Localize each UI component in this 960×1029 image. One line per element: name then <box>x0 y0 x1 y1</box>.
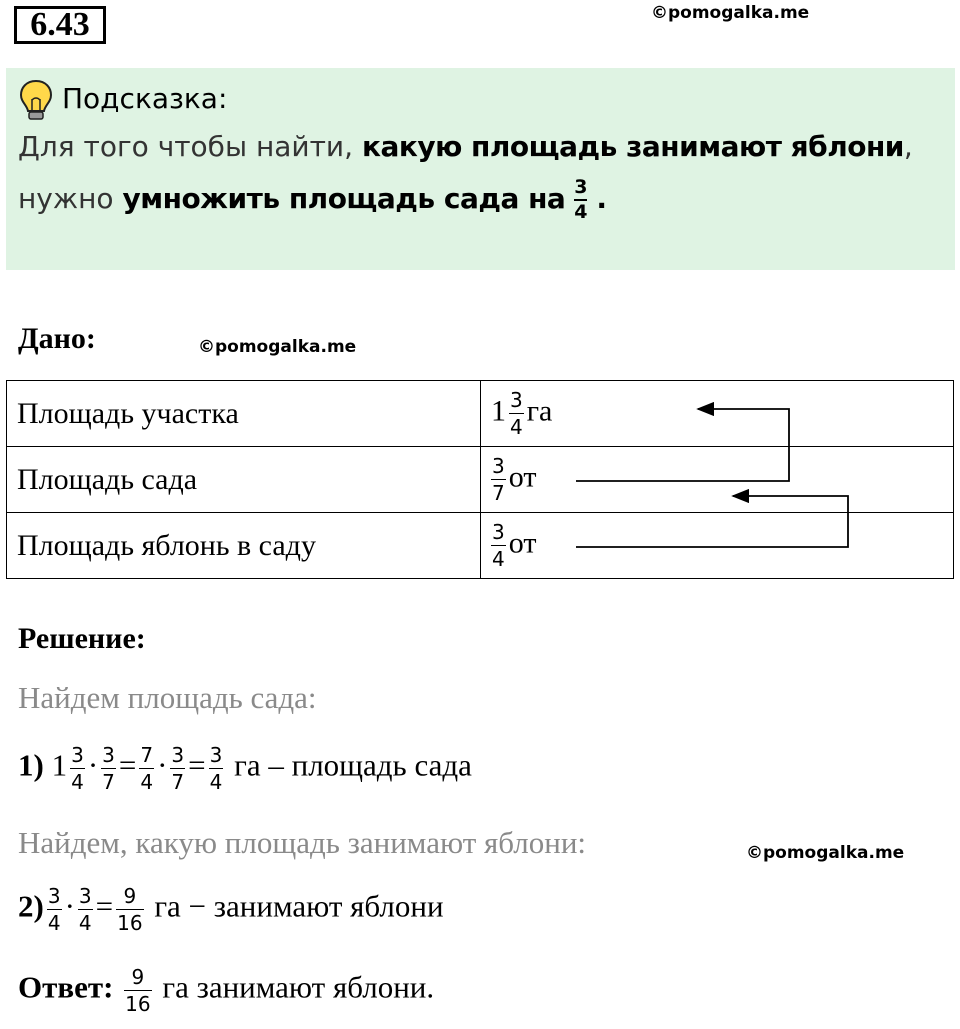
step2-description: Найдем, какую площадь занимают яблони: <box>18 825 587 860</box>
fraction: $\frac{3}{4}$ <box>492 520 505 571</box>
solution-heading: Решение: <box>18 622 146 655</box>
answer-line: Ответ: $\frac{9}{16}$ га занимают яблони. <box>18 965 435 1016</box>
row-value: 1 $\frac{3}{4}$ га <box>481 381 954 447</box>
fraction: $\frac{3}{7}$ <box>492 454 505 505</box>
arrow-garden-to-plot <box>576 409 789 481</box>
task-number: 6.43 <box>14 6 106 44</box>
hint-title: Подсказка: <box>62 82 228 115</box>
step1-description: Найдем площадь сада: <box>18 680 317 715</box>
step2-equation: 2) $\frac{3}{4}$ · $\frac{3}{4}$ = $\frac{9}{16}$ га − занимают яблони <box>18 884 444 935</box>
row-value: $\frac{3}{4}$ от <box>481 513 954 579</box>
hint-line-1: Для того чтобы найти, какую площадь занимают яблони, <box>18 130 913 163</box>
fraction: $\frac{3}{4}$ <box>78 884 92 935</box>
arrow-apples-to-garden <box>576 496 848 547</box>
row-label: Площадь участка <box>7 381 481 447</box>
row-label: Площадь яблонь в саду <box>7 513 481 579</box>
step1-equation: 1) 1 $\frac{3}{4}$ · $\frac{3}{7}$ = $\frac{7}{4}$ · $\frac{3}{7}$ = $\frac{3}{4}$ га – площадь сада <box>18 743 472 794</box>
given-heading: Дано: <box>18 322 96 355</box>
row-label: Площадь сада <box>7 447 481 513</box>
watermark-mid: ©pomogalka.me <box>198 337 357 357</box>
fraction: $\frac{3}{7}$ <box>102 743 115 794</box>
watermark-bottom: ©pomogalka.me <box>746 843 905 863</box>
fraction: $\frac{9}{16}$ <box>117 884 143 935</box>
fraction: $\frac{3}{4}$ <box>71 743 84 794</box>
fraction: $\frac{3}{4}$ <box>510 388 523 439</box>
fraction: $\frac{7}{4}$ <box>140 743 154 794</box>
fraction: $\frac{9}{16}$ <box>125 965 151 1016</box>
fraction: $\frac{3}{4}$ <box>47 884 61 935</box>
hint-fraction: $\frac{3}{4}$ <box>574 176 588 223</box>
row-value: $\frac{3}{7}$ от <box>481 447 954 513</box>
fraction: $\frac{3}{7}$ <box>171 743 185 794</box>
hint-line-2: нужно умножить площадь сада на $\frac{3}{4}$ . <box>18 176 607 223</box>
fraction: $\frac{3}{4}$ <box>209 743 223 794</box>
watermark-top: ©pomogalka.me <box>651 3 810 23</box>
